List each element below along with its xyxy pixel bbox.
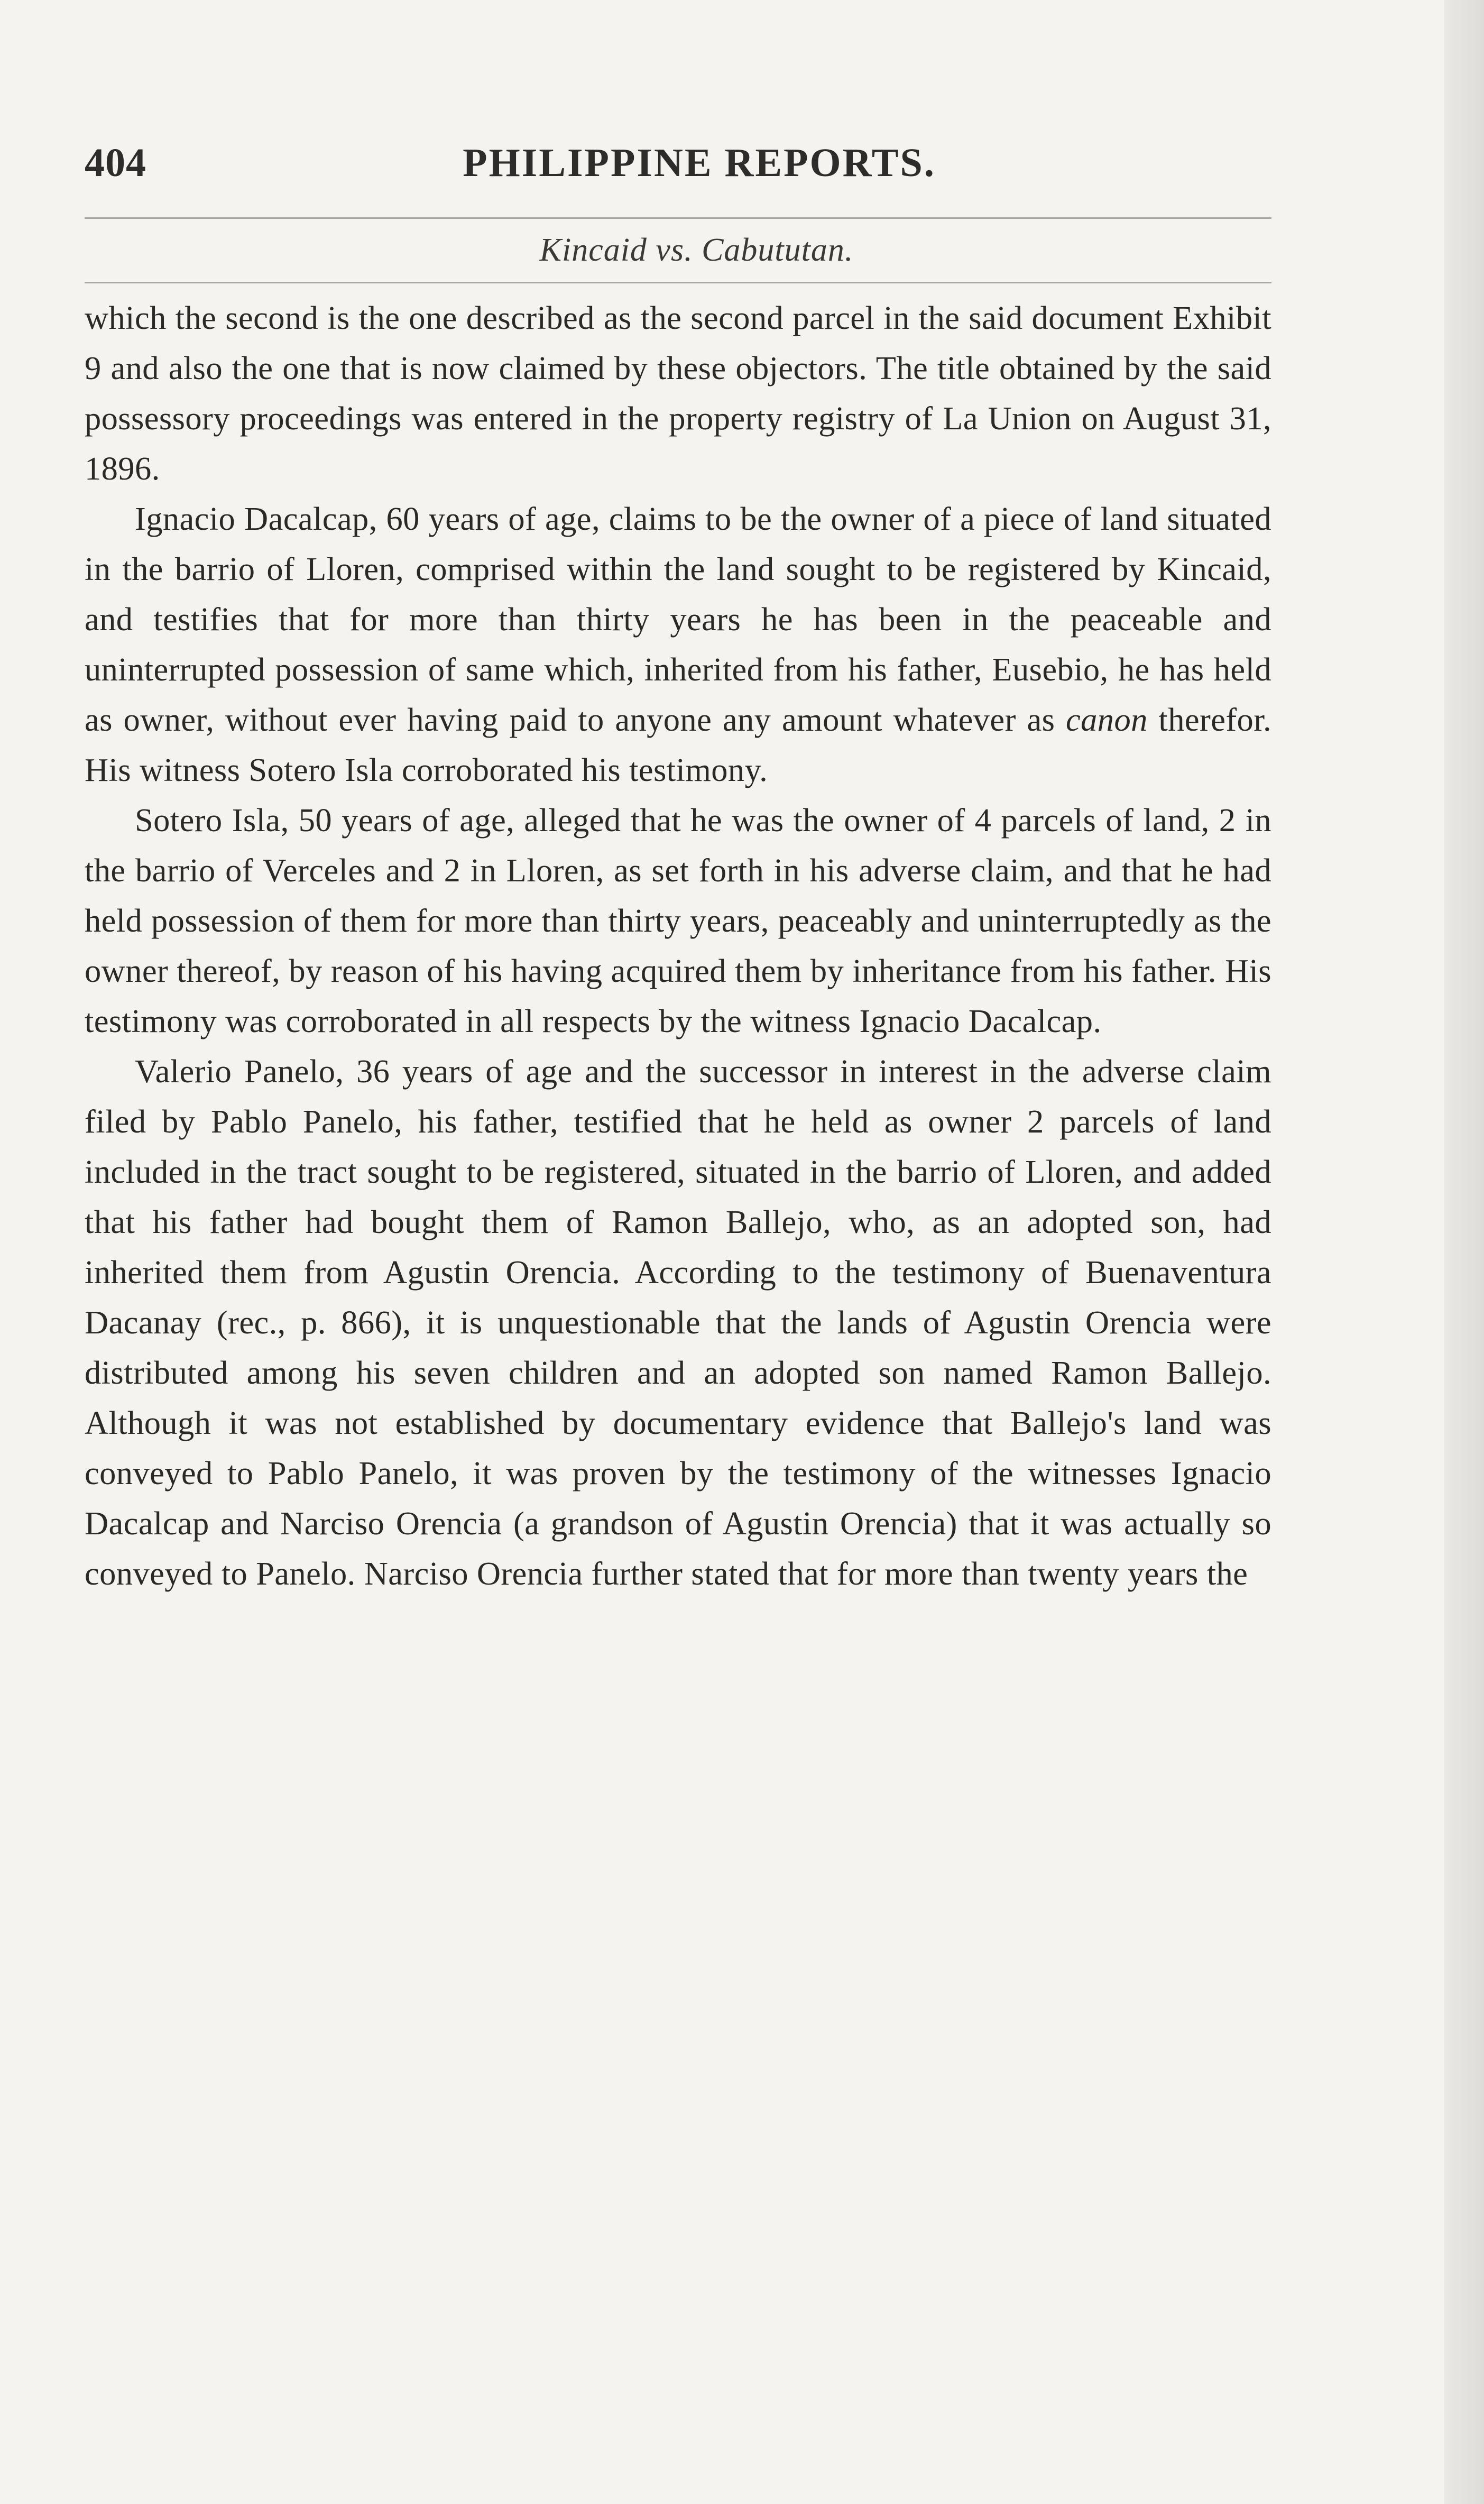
paragraph-3: Sotero Isla, 50 years of age, alleged that he was the owner of 4 parcels of land, 2 in the barrio of Verceles and 2 in Lloren, as set forth in his adverse claim, and that he had held possession of them for more than thirty years, peaceably and uninterruptedly as the owner thereof, by reason of his having acquired them by inheritance from his father. His testimony was corroborated in all respects by the witness Ignacio Dacalcap. <box>85 802 1271 1039</box>
paragraph-1: which the second is the one described as the second parcel in the said document Exhibit 9 and also the one that is now claimed by these objectors. The title obtained by the said possessory proceedings was entered in the property registry of La Union on August 31, 1896. <box>85 299 1271 487</box>
page-content <box>85 135 1271 1599</box>
reporter-title: PHILIPPINE REPORTS. <box>463 141 936 185</box>
paragraph-2-text-a: Ignacio Dacalcap, 60 years of age, claims to be the owner of a piece of land situated in the barrio of Lloren, comprised within the land sought to be registered by Kincaid, and testifies that for more than thirty years he has been in the peaceable and uninterrupted possession of same which, inherited from his father, Eusebio, he has held as owner, without ever having paid to anyone any amount whatever as <box>85 500 1271 738</box>
running-head <box>85 135 1271 214</box>
paragraph-2-italic-term: canon <box>1066 701 1148 738</box>
body-text <box>85 293 1271 1599</box>
paragraph-4: Valerio Panelo, 36 years of age and the successor in interest in the adverse claim filed by Pablo Panelo, his father, testified that he held as owner 2 parcels of land included in the tract sought to be registered, situated in the barrio of Lloren, and added that his father had bought them of Ramon Ballejo, who, as an adopted son, had inherited them from Agustin Orencia. According to the testimony of Buenaventura Dacanay (rec., p. 866), it is unquestionable that the lands of Agustin Orencia were distributed among his seven children and an adopted son named Ramon Ballejo. Although it was not established by documentary evidence that Ballejo's land was conveyed to Pablo Panelo, it was proven by the testimony of the witnesses Ignacio Dacalcap and Narciso Orencia (a grandson of Agustin Orencia) that it was actually so conveyed to Panelo. Narciso Orencia further stated that for more than twenty years the <box>85 1053 1271 1592</box>
paragraph-2-text-b: therefor. His witness Sotero Isla corroborated his testimony. <box>85 701 1271 788</box>
caption-rule <box>85 282 1271 283</box>
page-edge-shadow <box>1444 0 1484 2504</box>
paragraph-2 <box>85 494 1271 795</box>
header-rule <box>85 217 1271 219</box>
page-number: 404 <box>85 141 146 185</box>
case-caption: Kincaid vs. Cabututan. <box>539 232 854 268</box>
